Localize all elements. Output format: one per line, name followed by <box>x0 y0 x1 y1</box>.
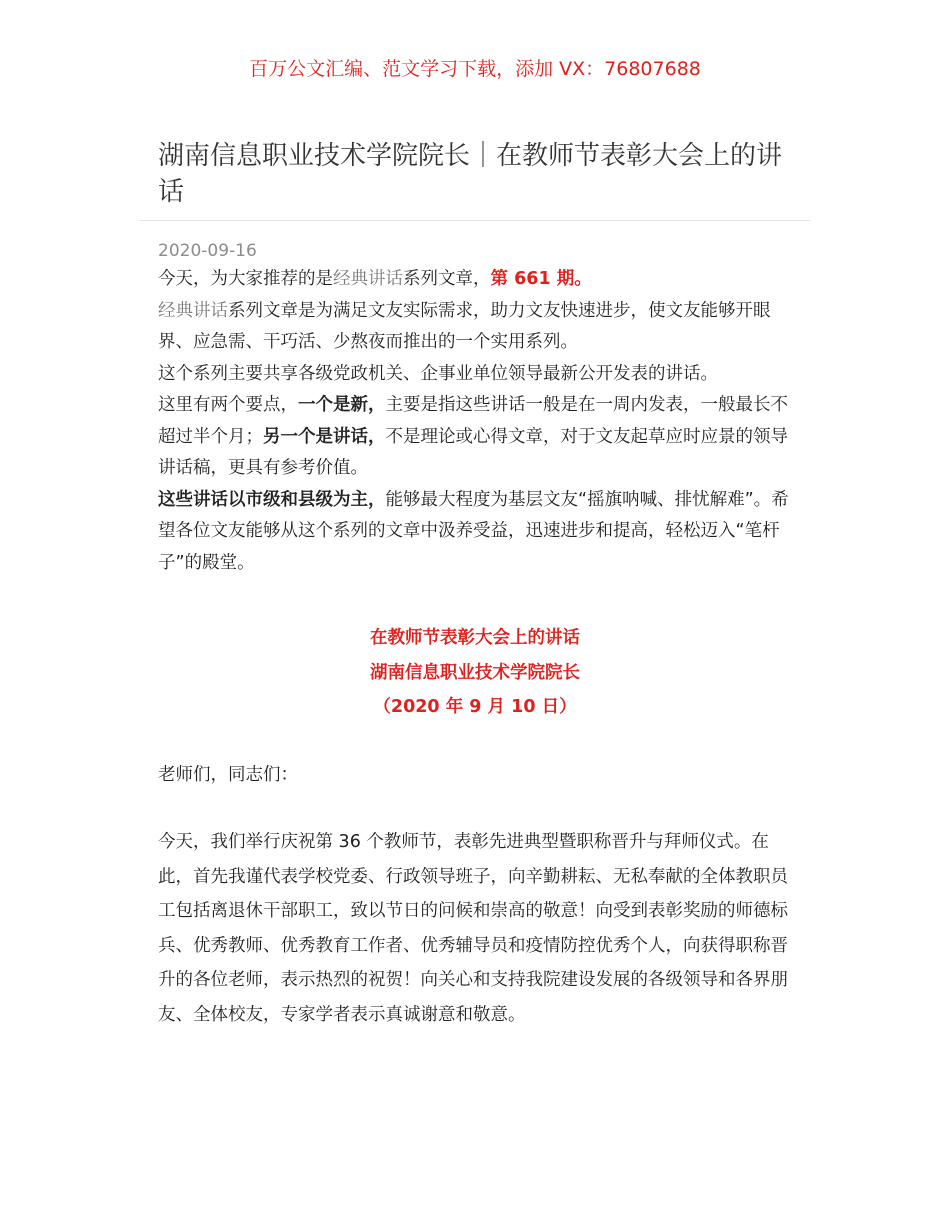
intro-paragraph: 这个系列主要共享各级党政机关、企事业单位领导最新公开发表的讲话。 <box>158 363 718 384</box>
speech-speaker: 湖南信息职业技术学院院长 <box>370 662 580 683</box>
series-name: 经典讲话 <box>333 269 403 289</box>
publish-date: 2020-09-16 <box>158 241 257 261</box>
promo-banner: 百万公文汇编、范文学习下载，添加 VX：76807688 <box>249 58 701 80</box>
intro-paragraph <box>158 296 794 359</box>
speech-date: （2020 年 9 月 10 日） <box>373 697 577 717</box>
issue-number: 第 661 期。 <box>490 269 592 289</box>
speech-heading-block <box>0 621 950 725</box>
intro-text: 今天，为大家推荐的是 <box>158 269 333 289</box>
speech-heading: 在教师节表彰大会上的讲话 <box>370 628 580 648</box>
series-intro <box>158 264 794 579</box>
key-point: 这些讲话以市级和县级为主， <box>158 489 386 510</box>
intro-text: 系列文章是为满足文友实际需求，助力文友快速进步，使文友能够开眼界、应急需、干巧活、少熬夜而推出的一个实用系列。 <box>158 300 771 352</box>
intro-text: 这里有两个要点， <box>158 395 298 415</box>
salutation: 老师们，同志们： <box>158 765 298 785</box>
intro-paragraph <box>158 390 794 485</box>
intro-paragraph <box>158 264 794 296</box>
key-point: 另一个是讲话， <box>263 426 386 447</box>
intro-text: 能够最大程度为基层文友“摇旗呐喊、排忧解难”。希望各位文友能够从这个系列的文章中汲养受益，迅速进步和提高，轻松迈入“笔杆子”的殿堂。 <box>158 489 789 573</box>
intro-paragraph <box>158 485 794 580</box>
page-title: 湖南信息职业技术学院院长｜在教师节表彰大会上的讲话 <box>158 141 783 207</box>
intro-text: 不是理论或心得文章，对于文友起草应时应景的领导讲话稿，更具有参考价值。 <box>158 426 788 478</box>
intro-text: 系列文章， <box>403 269 491 289</box>
speech-body <box>158 825 794 1032</box>
series-name: 经典讲话 <box>158 300 228 321</box>
key-point: 一个是新， <box>298 395 386 415</box>
speech-paragraph: 今天，我们举行庆祝第 36 个教师节，表彰先进典型暨职称晋升与拜师仪式。在此，首先我谨代表学校党委、行政领导班子，向辛勤耕耘、无私奉献的全体教职员工包括离退休干部职工，致以节日的问候和崇高的敬意！向受到表彰奖励的师德标兵、优秀教师、优秀教育工作者、优秀辅导员和疫情防控优秀个人，向获得职称晋升的各位老师，表示热烈的祝贺！向关心和支持我院建设发展的各级领导和各界朋友、全体校友，专家学者表示真诚谢意和敬意。 <box>158 832 788 1025</box>
intro-text: 主要是指这些讲话一般是在一周内发表，一般最长不超过半个月； <box>158 395 788 447</box>
title-divider <box>140 220 810 221</box>
